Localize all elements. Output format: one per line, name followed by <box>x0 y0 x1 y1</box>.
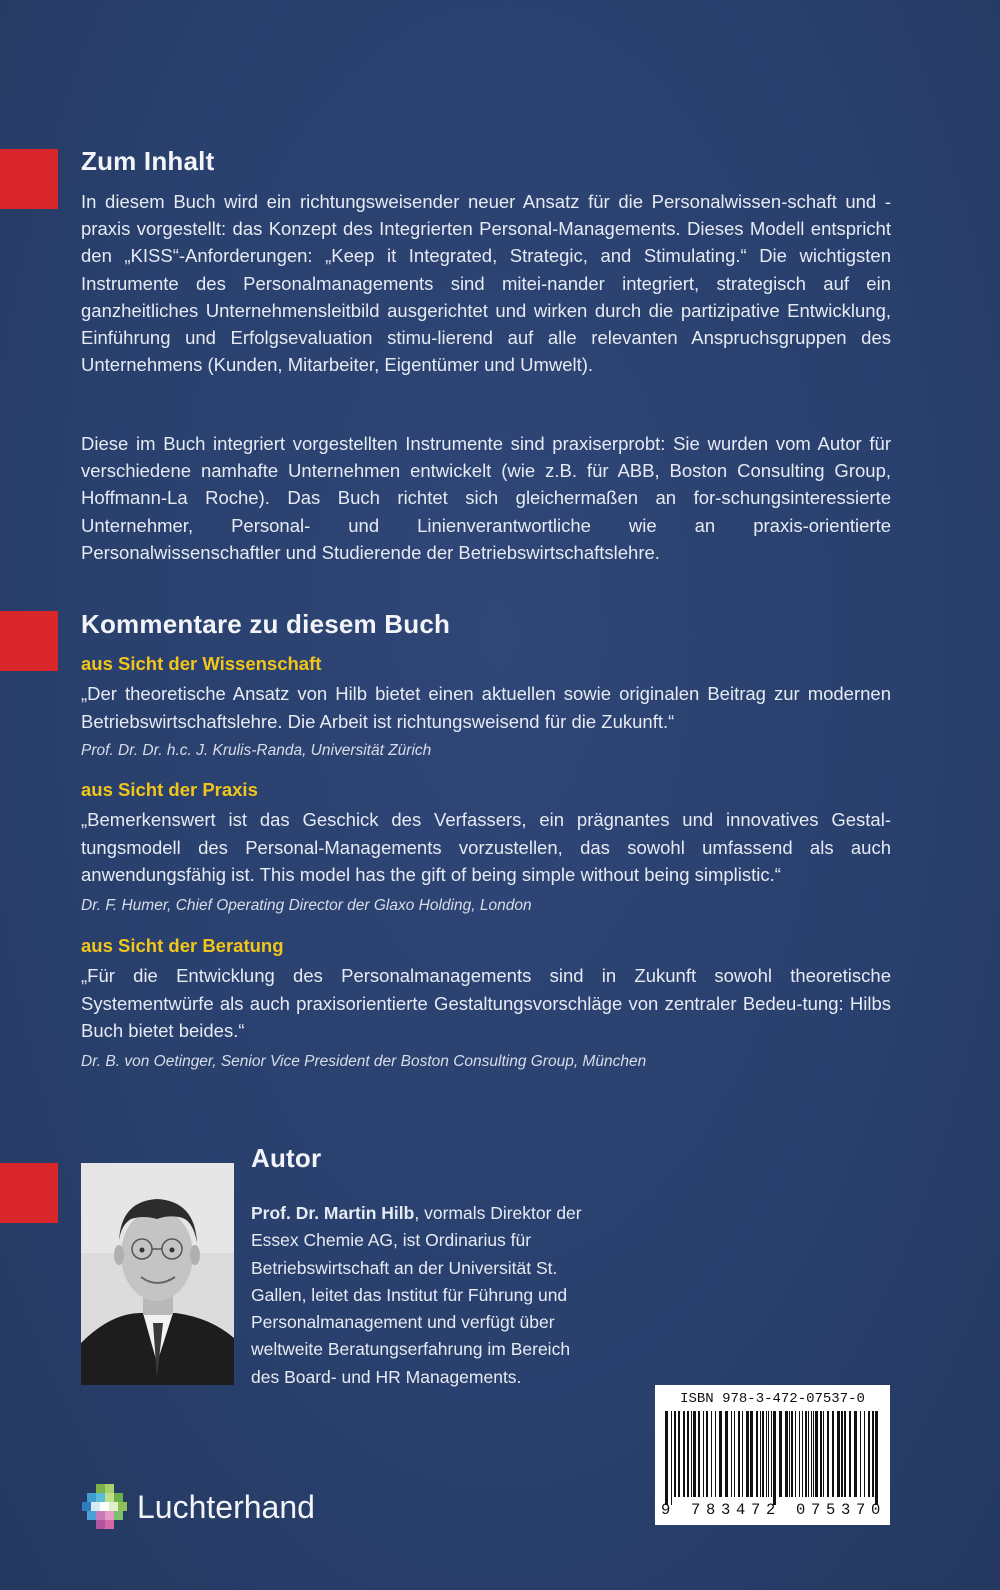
inhalt-paragraph-2: Diese im Buch integriert vorgestellten Instrumente sind praxiserprobt: Sie wurden vom Autor für verschiedene namhafte Unternehmen entwickelt (wie z.B. für ABB, Boston Consulting Group, Hoffmann-La Roche). Das Buch richtet sich gleichermaßen an for-schungsinteressierte Unternehmer, Personal- und Linienverantwortliche wie an praxis-orientierte Personalwissenschaftler und Studierende der Betriebswirtschaftslehre. <box>81 433 891 563</box>
barcode-bar <box>844 1411 846 1497</box>
barcode-bar <box>854 1411 857 1497</box>
barcode-bar <box>771 1411 772 1497</box>
barcode-bar <box>766 1411 767 1497</box>
barcode-bar <box>742 1411 743 1497</box>
barcode-bar <box>811 1411 812 1497</box>
barcode-bar <box>799 1411 800 1497</box>
comment-subhead-wissenschaft: aus Sicht der Wissenschaft <box>81 653 322 674</box>
barcode-bar <box>768 1411 769 1497</box>
barcode-bar <box>678 1411 680 1497</box>
barcode-bar <box>725 1411 728 1497</box>
barcode-bar <box>808 1411 809 1497</box>
author-photo <box>81 1163 234 1385</box>
barcode-bar <box>841 1411 843 1497</box>
barcode-bar <box>698 1411 700 1497</box>
red-section-marker <box>0 149 58 209</box>
barcode-bar <box>837 1411 840 1497</box>
barcode-bar <box>731 1411 732 1497</box>
barcode-bar <box>738 1411 740 1497</box>
barcode-bar <box>820 1411 822 1497</box>
author-bio-text: , vormals Direktor der Essex Chemie AG, ist Ordinarius für Betriebswirtschaft an der Universität St. Gallen, leitet das Institut für Führung und Personalmanagement und verfügt über weltweite Beratungserfahrung im Bereich des Board- und HR Managements. <box>251 1203 582 1387</box>
inhalt-paragraph-1: In diesem Buch wird ein richtungsweisender neuer Ansatz für die Personalwissen-schaft und -praxis vorgestellt: das Konzept des Integrierten Personal-Managements. Dieses Modell entspricht den „KISS“-Anforderungen: „Keep it Integrated, Strategic, and Stimulating.“ Die wichtigsten Instrumente des Personalmanagements sind mitei-nander integriert, strategisch auf ein ganzheitliches Unternehmensleitbild ausgerichtet und wirken durch die partizipative Entwicklung, Einführung und Erfolgsevaluation stimu-lierend auf alle relevanten Anspruchsgruppen des Unternehmens (Kunden, Mitarbeiter, Eigentümer und Umwelt). <box>81 191 891 376</box>
barcode-bar <box>674 1411 676 1497</box>
publisher-name: Luchterhand <box>137 1489 315 1525</box>
barcode-bar <box>719 1411 722 1497</box>
barcode-bar <box>849 1411 851 1497</box>
barcode-bar <box>762 1411 764 1497</box>
comment-attribution-praxis: Dr. F. Humer, Chief Operating Director der Glaxo Holding, London <box>81 897 532 914</box>
red-section-marker <box>0 1163 58 1223</box>
barcode-bar <box>750 1411 753 1497</box>
barcode-bar <box>785 1411 788 1497</box>
barcode-bar <box>779 1411 782 1497</box>
barcode-bar <box>860 1411 861 1497</box>
barcode-bar <box>683 1411 685 1497</box>
barcode-bar <box>815 1411 818 1497</box>
barcode-bar <box>734 1411 735 1497</box>
barcode-bar <box>789 1411 790 1497</box>
comment-quote-wissenschaft: „Der theoretische Ansatz von Hilb bietet einen aktuellen sowie originalen Beitrag zur modernen Betriebswirtschaftslehre. Die Arbeit ist richtungsweisend für die Zukunft.“ <box>81 683 891 732</box>
barcode-bar <box>864 1411 865 1497</box>
barcode-digits: 9 783472 075370 <box>661 1501 887 1519</box>
barcode-bar <box>773 1411 776 1505</box>
comment-attribution-wissenschaft: Prof. Dr. Dr. h.c. J. Krulis-Randa, Universität Zürich <box>81 742 432 759</box>
barcode-bar <box>703 1411 704 1497</box>
barcode-bar <box>665 1411 668 1505</box>
comment-subhead-beratung: aus Sicht der Beratung <box>81 935 284 956</box>
comment-attribution-beratung: Dr. B. von Oetinger, Senior Vice President der Boston Consulting Group, München <box>81 1053 647 1070</box>
barcode-bar <box>671 1411 672 1505</box>
author-bio <box>251 1200 596 1391</box>
barcode-bar <box>868 1411 870 1497</box>
barcode-bar <box>805 1411 807 1497</box>
barcode-bar <box>823 1411 824 1497</box>
barcode-bar <box>875 1411 878 1505</box>
publisher-logo <box>82 1480 382 1540</box>
comment-subhead-praxis: aus Sicht der Praxis <box>81 779 258 800</box>
author-name: Prof. Dr. Martin Hilb <box>251 1203 415 1223</box>
isbn-barcode <box>655 1385 890 1525</box>
isbn-number: ISBN 978-3-472-07537-0 <box>680 1391 865 1407</box>
red-section-marker <box>0 611 58 671</box>
barcode-bar <box>746 1411 749 1497</box>
barcode-bar <box>795 1411 796 1497</box>
comment-quote-praxis: „Bemerkenswert ist das Geschick des Verfassers, ein prägnantes und innovatives Gestal-tungsmodell des Personal-Managements vorzustellen, das sowohl umfassend als auch anwendungsfähig ist. This model has the gift of being simple without being simplistic.“ <box>81 809 891 885</box>
section-heading-inhalt: Zum Inhalt <box>81 146 215 176</box>
barcode-bar <box>813 1411 814 1497</box>
barcode-bar <box>706 1411 708 1497</box>
barcode-bar <box>711 1411 712 1497</box>
author-portrait-icon <box>81 1163 234 1385</box>
barcode-bar <box>827 1411 829 1497</box>
barcode-bar <box>687 1411 689 1497</box>
barcode-bar <box>693 1411 696 1497</box>
barcode-bar <box>791 1411 793 1497</box>
barcode-bar <box>872 1411 874 1497</box>
section-heading-autor: Autor <box>251 1143 322 1173</box>
section-heading-kommentare: Kommentare zu diesem Buch <box>81 609 451 639</box>
barcode-bar <box>802 1411 803 1497</box>
barcode-bar <box>715 1411 716 1497</box>
barcode-bar <box>832 1411 834 1497</box>
barcode-bar <box>756 1411 758 1497</box>
luchterhand-mosaic-logo-icon <box>82 1484 128 1530</box>
barcode-bar <box>691 1411 692 1497</box>
comment-quote-beratung: „Für die Entwicklung des Personalmanagements sind in Zukunft sowohl theoretische Systementwürfe als auch praxisorientierte Gestaltungsvorschläge von zentraler Bedeu-tung: Hilbs Buch bietet beides.“ <box>81 965 891 1041</box>
barcode-bar <box>760 1411 761 1497</box>
